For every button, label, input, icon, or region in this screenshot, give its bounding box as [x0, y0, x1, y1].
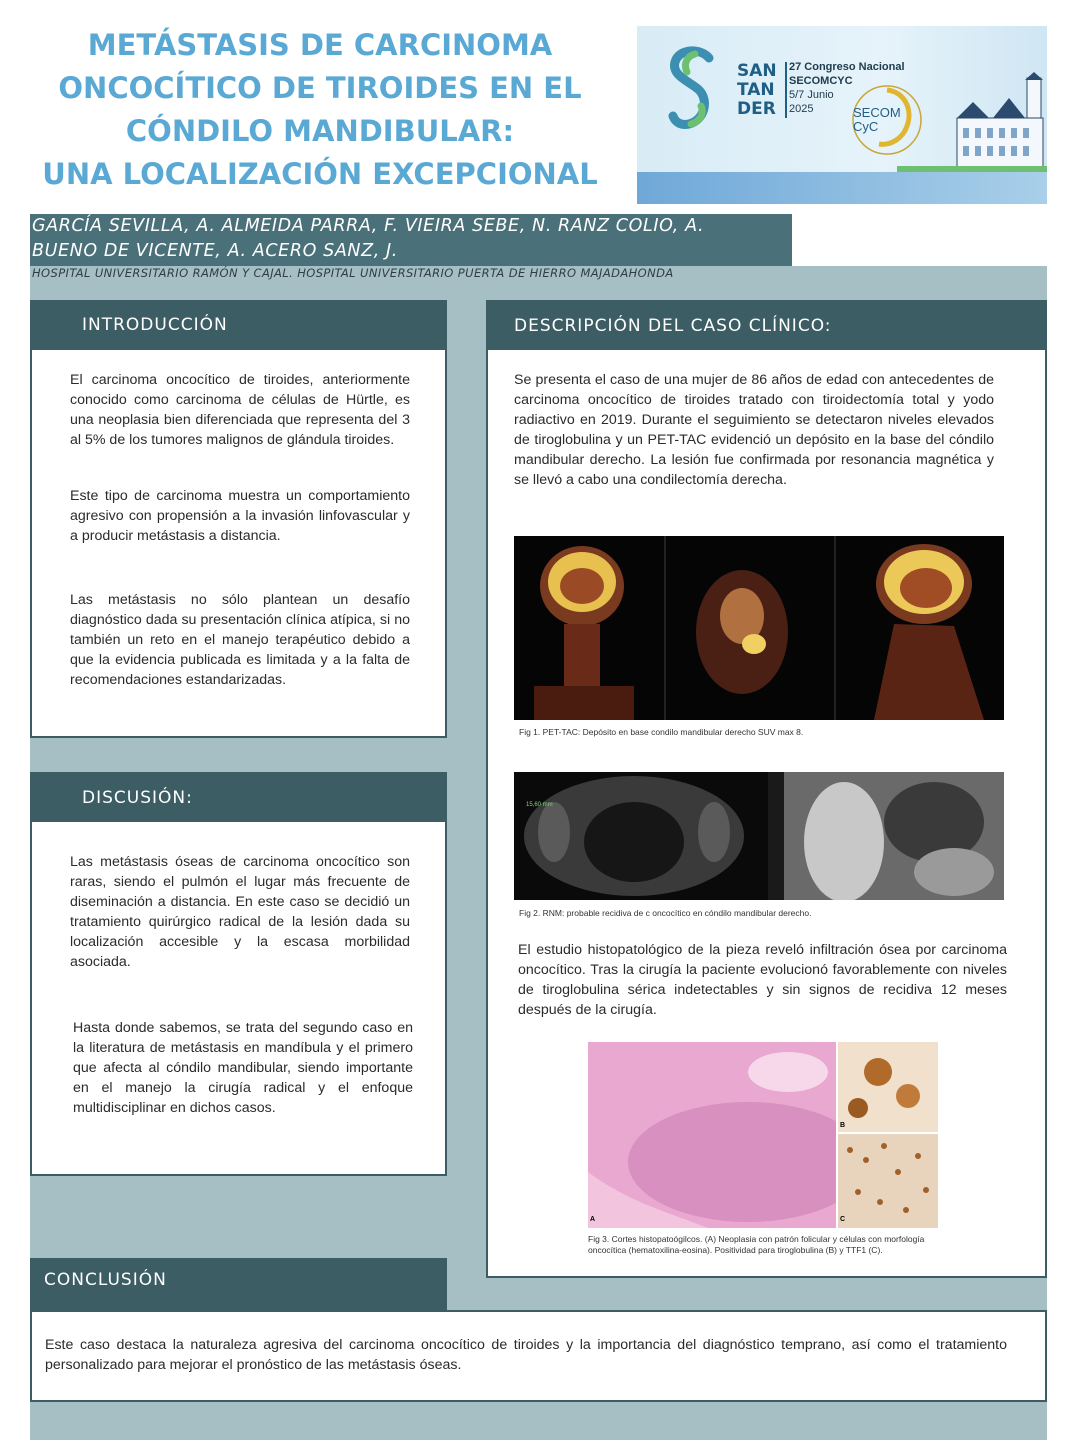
title-line: METÁSTASIS DE CARCINOMA	[87, 28, 553, 62]
discussion-paragraph: Las metástasis óseas de carcinoma oncocítico son raras, siendo el pulmón el lugar más frecuente de diseminación a distancia. En este caso se decidió un tratamiento quirúrgico radical de la lesión dada su localización accesible y la escasa morbilidad asociada.	[70, 854, 410, 970]
discussion-box	[30, 822, 447, 1176]
conclusion-box	[30, 1310, 1047, 1402]
mri-figure	[514, 772, 1004, 900]
discussion-heading: DISCUSIÓN:	[82, 788, 193, 808]
measure-label: 15,60 mm	[526, 802, 553, 808]
discussion-paragraph: Hasta donde sabemos, se trata del segundo caso en la literatura de metástasis en mandíbula y el primero que afecta al cóndilo mandibular, siendo importante en el manejo la cirugía radical y el enfoque multidisciplinar en dichos casos.	[73, 1020, 413, 1116]
intro-header	[30, 300, 447, 350]
banner-stripe	[637, 172, 1047, 204]
case-header	[486, 300, 1047, 350]
case-paragraph: El estudio histopatológico de la pieza reveló infiltración ósea por carcinoma oncocítico. Tras la cirugía la paciente evolucionó favorablemente con niveles de tiroglobulina sérica indetectables y sin signos de recidiva 12 meses después de la cirugía.	[518, 942, 1007, 1018]
secomcyc-logo-text: SECOM CyC	[853, 105, 901, 134]
panel-label: B	[840, 1122, 846, 1129]
intro-paragraph: Las metástasis no sólo plantean un desafío diagnóstico dada su presentación clínica atípica, si no también un reto en el manejo terapéutico debido a que la evidencia publicada es limitada y a la falta de recomendaciones estandarizadas.	[70, 592, 410, 688]
panel-label: C	[840, 1216, 846, 1223]
intro-paragraph: Este tipo de carcinoma muestra un comportamiento agresivo con propensión a la invasión linfovascular y a producir metástasis a distancia.	[70, 488, 410, 544]
case-heading: DESCRIPCIÓN DEL CASO CLÍNICO:	[514, 316, 832, 336]
affiliation: HOSPITAL UNIVERSITARIO RAMÓN Y CAJAL. HOSPITAL UNIVERSITARIO PUERTA DE HIERRO MAJADAHONDA	[32, 266, 674, 280]
case-box	[486, 350, 1047, 1278]
title-line: UNA LOCALIZACIÓN EXCEPCIONAL	[42, 157, 598, 191]
case-paragraph: Se presenta el caso de una mujer de 86 años de edad con antecedentes de carcinoma oncocítico de tiroides tratado con tiroidectomía total y yodo radiactivo en 2019. Durante el seguimiento se detectaron niveles elevados de tiroglobulina y un PET-TAC evidenció un depósito en la base del cóndilo mandibular derecho. La lesión fue confirmada por resonancia magnética y se llevó a cabo una condilectomía derecha.	[514, 372, 994, 488]
authors	[32, 214, 792, 264]
city-logo: SAN TAN DER	[737, 61, 777, 119]
conclusion-text: Este caso destaca la naturaleza agresiva del carcinoma oncocítico de tiroides y la importancia del diagnóstico temprano, así como el tratamiento personalizado para mejorar el pronóstico de las metástasis óseas.	[45, 1337, 1007, 1373]
histology-figure	[588, 1042, 938, 1228]
conclusion-heading: CONCLUSIÓN	[44, 1270, 167, 1290]
pet-ct-figure	[514, 536, 1004, 720]
authors-line: BUENO DE VICENTE, A. ACERO SANZ, J.	[32, 241, 398, 261]
conclusion-header	[30, 1258, 447, 1310]
title-line: ONCOCÍTICO DE TIROIDES EN EL	[58, 71, 582, 105]
authors-line: GARCÍA SEVILLA, A. ALMEIDA PARRA, F. VIEIRA SEBE, N. RANZ COLIO, A.	[32, 216, 705, 236]
fig2-caption: Fig 2. RNM: probable recidiva de c oncocítico en cóndilo mandibular derecho.	[519, 908, 812, 918]
fig1-caption: Fig 1. PET-TAC: Depósito en base condilo mandibular derecho SUV max 8.	[519, 727, 804, 737]
congress-s-logo-icon	[665, 44, 721, 134]
divider	[785, 62, 787, 118]
title-line: CÓNDILO MANDIBULAR:	[125, 114, 515, 148]
fig3-caption: Fig 3. Cortes histopatoógilcos. (A) Neoplasia con patrón folicular y células con morfología oncocítica (hematoxilina-eosina). Positividad para tiroglobulina (B) y TTF1 (C).	[588, 1234, 925, 1255]
discussion-header	[30, 772, 447, 822]
intro-box	[30, 350, 447, 738]
intro-heading: INTRODUCCIÓN	[82, 315, 228, 335]
building-illustration-icon	[953, 72, 1047, 172]
panel-label: A	[590, 1216, 596, 1223]
congress-info: 27 Congreso Nacional SECOMCYC 5/7 Junio 2025	[789, 61, 905, 115]
poster-title	[20, 24, 620, 196]
intro-paragraph: El carcinoma oncocítico de tiroides, anteriormente conocido como carcinoma de células de Hürtle, es una neoplasia bien diferenciada que representa del 3 al 5% de los tumores malignos de glándula tiroides.	[70, 372, 410, 448]
